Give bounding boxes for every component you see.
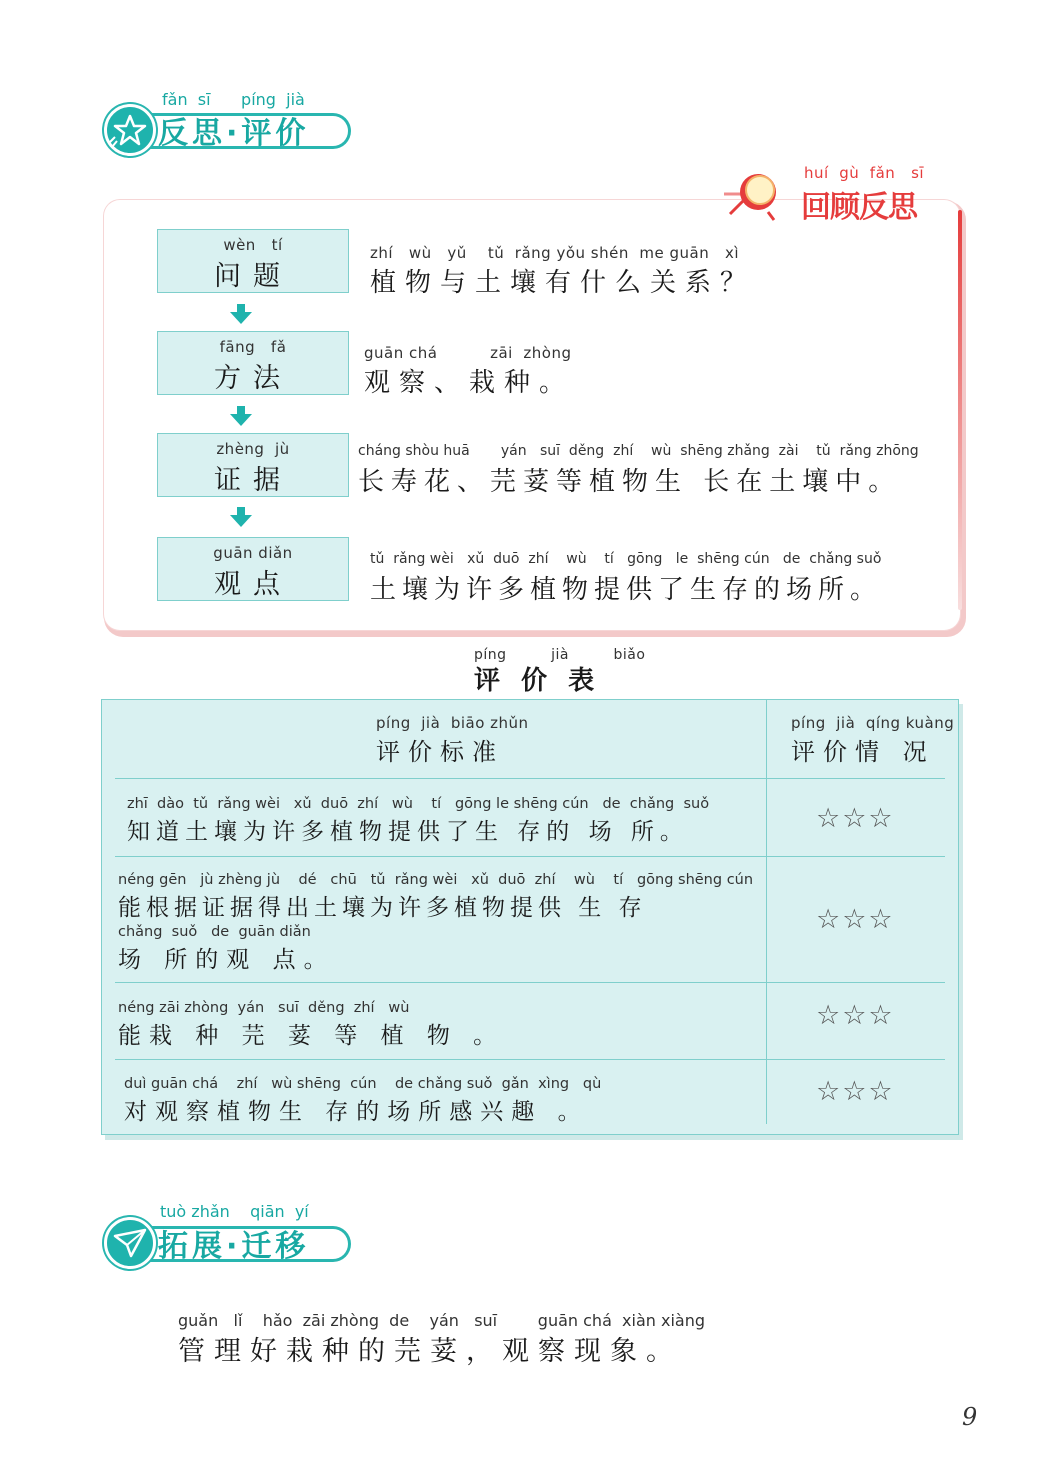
star-badge-icon [104, 104, 156, 156]
evaluation-title: 评 价 表 [474, 666, 601, 696]
table-row-divider [115, 778, 945, 779]
rating-stars[interactable]: ☆☆☆ [816, 803, 895, 834]
flow-label-question: wèn tí 问题 [157, 229, 349, 293]
table-row-divider [115, 1059, 945, 1060]
review-badge-pinyin: huí gù fǎn sī [804, 164, 925, 182]
table-row-divider [115, 856, 945, 857]
review-panel-edge [958, 210, 962, 610]
flow-label-viewpoint: guān diǎn 观点 [157, 537, 349, 601]
rating-stars[interactable]: ☆☆☆ [816, 904, 895, 935]
review-badge-title: 回顾反思 [801, 190, 917, 225]
section-title-reflect: 反思·评价 [158, 116, 310, 151]
drum-icon [722, 170, 782, 222]
section-title-extend: 拓展·迁移 [158, 1229, 310, 1264]
flow-label-method: fāng fǎ 方法 [157, 331, 349, 395]
page-number: 9 [962, 1403, 978, 1431]
flow-label-evidence: zhèng jù 证据 [157, 433, 349, 497]
evaluation-title-pinyin: píng jià biǎo [474, 647, 646, 663]
rating-stars[interactable]: ☆☆☆ [816, 1000, 895, 1031]
table-column-divider [766, 699, 767, 1124]
section-header-pinyin: fǎn sī píng jià [162, 90, 305, 109]
rating-stars[interactable]: ☆☆☆ [816, 1076, 895, 1107]
table-row-divider [115, 982, 945, 983]
paper-plane-icon [104, 1217, 156, 1269]
section-header-pinyin: tuò zhǎn qiān yí [160, 1202, 309, 1221]
